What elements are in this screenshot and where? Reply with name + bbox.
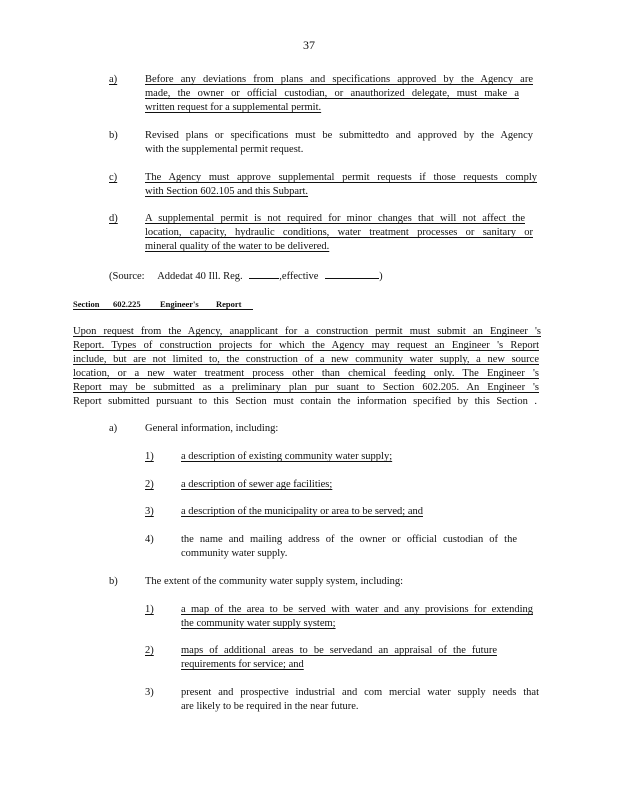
source-close: ) (379, 271, 383, 282)
item-b-line1: Revised plans or specifications must be submittedto and approved by the Agency (145, 130, 533, 141)
sub-a1-label: 1) (145, 451, 154, 462)
source-note (109, 268, 383, 284)
item-label-c: c) (109, 172, 118, 183)
sub-b3-label: 3) (145, 687, 154, 698)
section-number: 602.225 (113, 299, 141, 309)
body-line-1: Upon request from the Agency, anapplicant for a construction permit must submit an Engineer 's (73, 326, 541, 337)
sub-a2-text: a description of sewer age facilities; (181, 479, 333, 490)
sub-b1-line2: the community water supply system; (181, 618, 336, 629)
section-underline (73, 309, 253, 310)
item-c-line1: The Agency must approve supplemental permit requests if those requests comply (145, 172, 537, 183)
sub-a1-text: a description of existing community water supply; (181, 451, 393, 462)
list-label-a: a) (109, 423, 118, 434)
source-blank-1 (249, 268, 279, 279)
body-line-6: Report submitted pursuant to this Section must contain the information specified by this Section . (73, 396, 537, 407)
item-d-line2: location, capacity, hydraulic conditions, water treatment processes or sanitary or (145, 227, 533, 238)
item-d-line1: A supplemental permit is not required for minor changes that will not affect the (145, 213, 525, 224)
section-title: Engineer's (160, 299, 199, 309)
item-a-line3: written request for a supplemental permit. (145, 102, 322, 113)
sub-b2-line2: requirements for service; and (181, 659, 304, 670)
item-label-d: d) (109, 213, 118, 224)
section-label: Section (73, 299, 100, 309)
item-b-line2: with the supplemental permit request. (145, 144, 304, 155)
sub-b1-label: 1) (145, 604, 154, 615)
body-line-3: include, but are not limited to, the construction of a new community water supply, a new source (73, 354, 539, 365)
body-line-4: location, or a new water treatment process other than chemical feeding only. The Engineer 's (73, 368, 539, 379)
sub-b3-line1: present and prospective industrial and com mercial water supply needs that (181, 687, 539, 698)
list-a-text: General information, including: (145, 423, 279, 434)
list-label-b: b) (109, 576, 118, 587)
sub-b3-line2: are likely to be required in the near future. (181, 701, 359, 712)
list-b-text: The extent of the community water supply system, including: (145, 576, 404, 587)
section-title-2: Report (216, 299, 242, 309)
sub-a4-line2: community water supply. (181, 548, 288, 559)
page-number: 37 (303, 38, 315, 52)
item-a-line1: Before any deviations from plans and specifications approved by the Agency are (145, 74, 533, 85)
source-blank-2 (325, 268, 379, 279)
source-effective: ,effective (279, 271, 319, 282)
sub-a3-label: 3) (145, 506, 154, 517)
source-text: Addedat 40 Ill. Reg. (157, 271, 243, 282)
sub-b1-line1: a map of the area to be served with water and any provisions for extending (181, 604, 533, 615)
body-line-5: Report may be submitted as a preliminary plan pur suant to Section 602.205. An Engineer 's (73, 382, 539, 393)
item-label-b: b) (109, 130, 118, 141)
source-prefix: (Source: (109, 271, 145, 282)
item-label-a: a) (109, 74, 118, 85)
sub-a3-text: a description of the municipality or area to be served; and (181, 506, 423, 517)
sub-b2-line1: maps of additional areas to be servedand an appraisal of the future (181, 645, 497, 656)
body-line-2: Report. Types of construction projects for which the Agency may request an Engineer 's Report (73, 340, 539, 351)
sub-a4-label: 4) (145, 534, 154, 545)
sub-a2-label: 2) (145, 479, 154, 490)
item-a-line2: made, the owner or official custodian, or anauthorized delegate, must make a (145, 88, 519, 99)
item-d-line3: mineral quality of the water to be delivered. (145, 241, 330, 252)
item-c-line2: with Section 602.105 and this Subpart. (145, 186, 309, 197)
sub-a4-line1: the name and mailing address of the owner or official custodian of the (181, 534, 517, 545)
sub-b2-label: 2) (145, 645, 154, 656)
